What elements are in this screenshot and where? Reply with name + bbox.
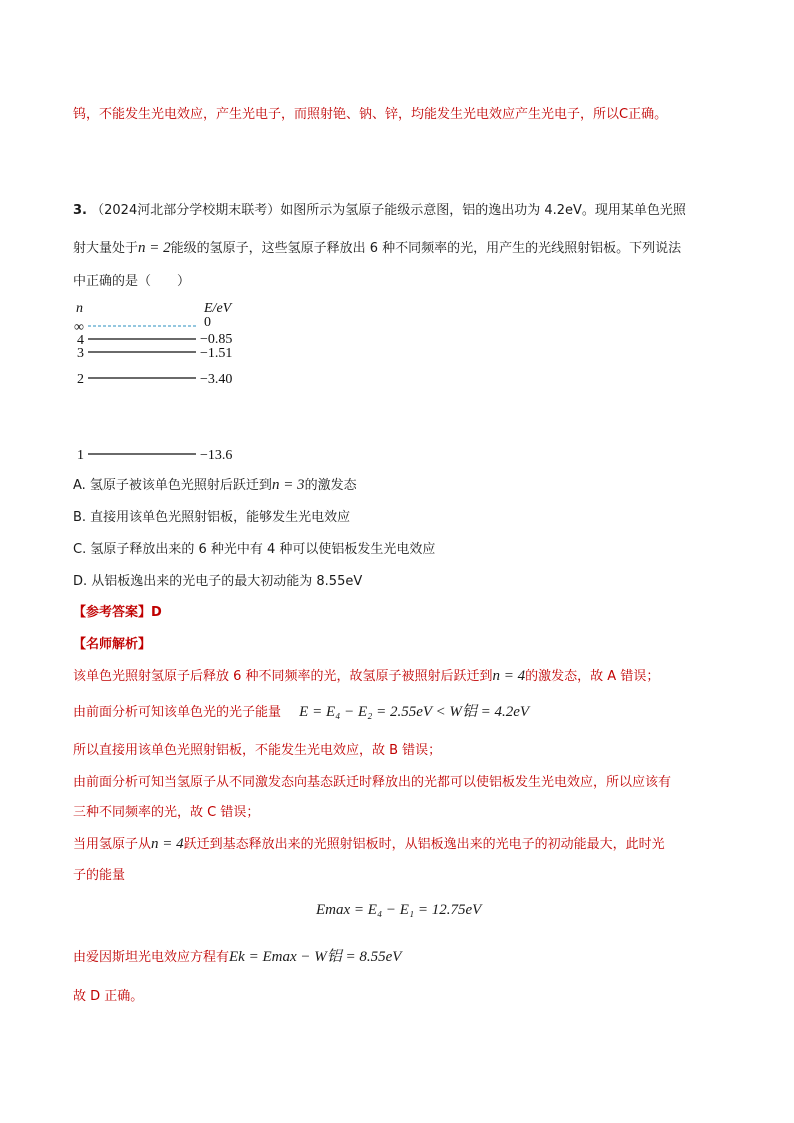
answer-value: D xyxy=(151,605,162,620)
question-source: （2024河北部分学校期末联考） xyxy=(91,203,281,218)
analysis-p6-text-2: 跃迁到基态释放出来的光照射铝板时，从铝板逸出来的光电子的初动能最大，此时光 xyxy=(183,837,665,852)
analysis-label: 【名师解析】 xyxy=(73,637,152,652)
analysis-p6-math: n = 4 xyxy=(151,836,184,852)
answer-label: 【参考答案】 xyxy=(73,605,152,620)
axis-n-label: n xyxy=(76,301,83,316)
axis-energy-label: E/eV xyxy=(204,301,232,316)
analysis-p1-text-2: 的激发态，故 A 错误； xyxy=(525,669,660,684)
question-stem-2b: 能级的氢原子，这些氢原子释放出 6 种不同频率的光，用产生的光线照射铝板。下列说法 xyxy=(170,241,682,256)
analysis-p9-text: 由爱因斯坦光电效应方程有 xyxy=(73,950,230,965)
level-e-4: −0.85 xyxy=(200,332,233,347)
question-line-3: 中正确的是（ ） xyxy=(73,274,191,289)
question-line-1 xyxy=(73,199,686,218)
analysis-p1-math: n = 4 xyxy=(492,668,526,684)
question-line-2 xyxy=(73,237,681,257)
analysis-p1 xyxy=(73,665,659,685)
analysis-p10: 故 D 正确。 xyxy=(73,989,144,1004)
question-math-n2: n = 2 xyxy=(138,240,171,256)
question-stem-2a: 射大量处于 xyxy=(73,241,139,256)
option-a-text-1: A. 氢原子被该单色光照射后跃迁到 xyxy=(73,478,272,493)
level-n-3: 3 xyxy=(77,346,84,361)
energy-level-diagram xyxy=(70,298,270,468)
analysis-p8-equation: Emax = E₄ − E₁ = 12.75eV xyxy=(316,902,482,918)
option-a-math: n = 3 xyxy=(271,477,305,493)
previous-answer-text: 钨，不能发生光电效应，产生光电子，而照射铯、钠、锌，均能发生光电效应产生光电子，所以C正确。 xyxy=(73,107,668,122)
level-n-infinity: ∞ xyxy=(74,320,84,335)
level-n-4: 4 xyxy=(77,333,84,348)
option-a xyxy=(73,474,357,494)
question-stem-1: 如图所示为氢原子能级示意图，铝的逸出功为 4.2eV。现用某单色光照 xyxy=(280,203,686,218)
option-d: D. 从铝板逸出来的光电子的最大初动能为 8.55eV xyxy=(73,574,363,589)
analysis-p4: 由前面分析可知当氢原子从不同激发态向基态跃迁时释放出的光都可以使铝板发生光电效应，所以应该有 xyxy=(73,775,672,790)
analysis-p7: 子的能量 xyxy=(73,868,126,883)
reference-answer xyxy=(73,601,162,620)
question-number: 3. xyxy=(73,203,87,218)
analysis-p3: 所以直接用该单色光照射铝板，不能发生光电效应，故 B 错误； xyxy=(73,743,442,758)
level-e-3: −1.51 xyxy=(200,346,233,361)
analysis-p6 xyxy=(73,833,665,853)
option-a-text-2: 的激发态 xyxy=(304,478,357,493)
analysis-p1-text-1: 该单色光照射氢原子后释放 6 种不同频率的光，故氢原子被照射后跃迁到 xyxy=(73,669,493,684)
level-e-infinity: 0 xyxy=(204,315,211,330)
analysis-p9-equation: Ek = Emax − W铝 = 8.55eV xyxy=(229,949,402,965)
analysis-p2-equation: E = E₄ − E₂ = 2.55eV < W铝 = 4.2eV xyxy=(299,704,530,720)
analysis-p9 xyxy=(73,945,401,966)
level-n-1: 1 xyxy=(77,448,84,463)
analysis-p5: 三种不同频率的光，故 C 错误； xyxy=(73,805,260,820)
level-e-1: −13.6 xyxy=(200,448,233,463)
analysis-p2-text: 由前面分析可知该单色光的光子能量 xyxy=(73,705,282,720)
option-c: C. 氢原子释放出来的 6 种光中有 4 种可以使铝板发生光电效应 xyxy=(73,542,436,557)
analysis-p6-text-1: 当用氢原子从 xyxy=(73,837,152,852)
option-b: B. 直接用该单色光照射铝板，能够发生光电效应 xyxy=(73,510,351,525)
level-n-2: 2 xyxy=(77,372,84,387)
level-e-2: −3.40 xyxy=(200,372,233,387)
analysis-p2 xyxy=(73,700,529,721)
